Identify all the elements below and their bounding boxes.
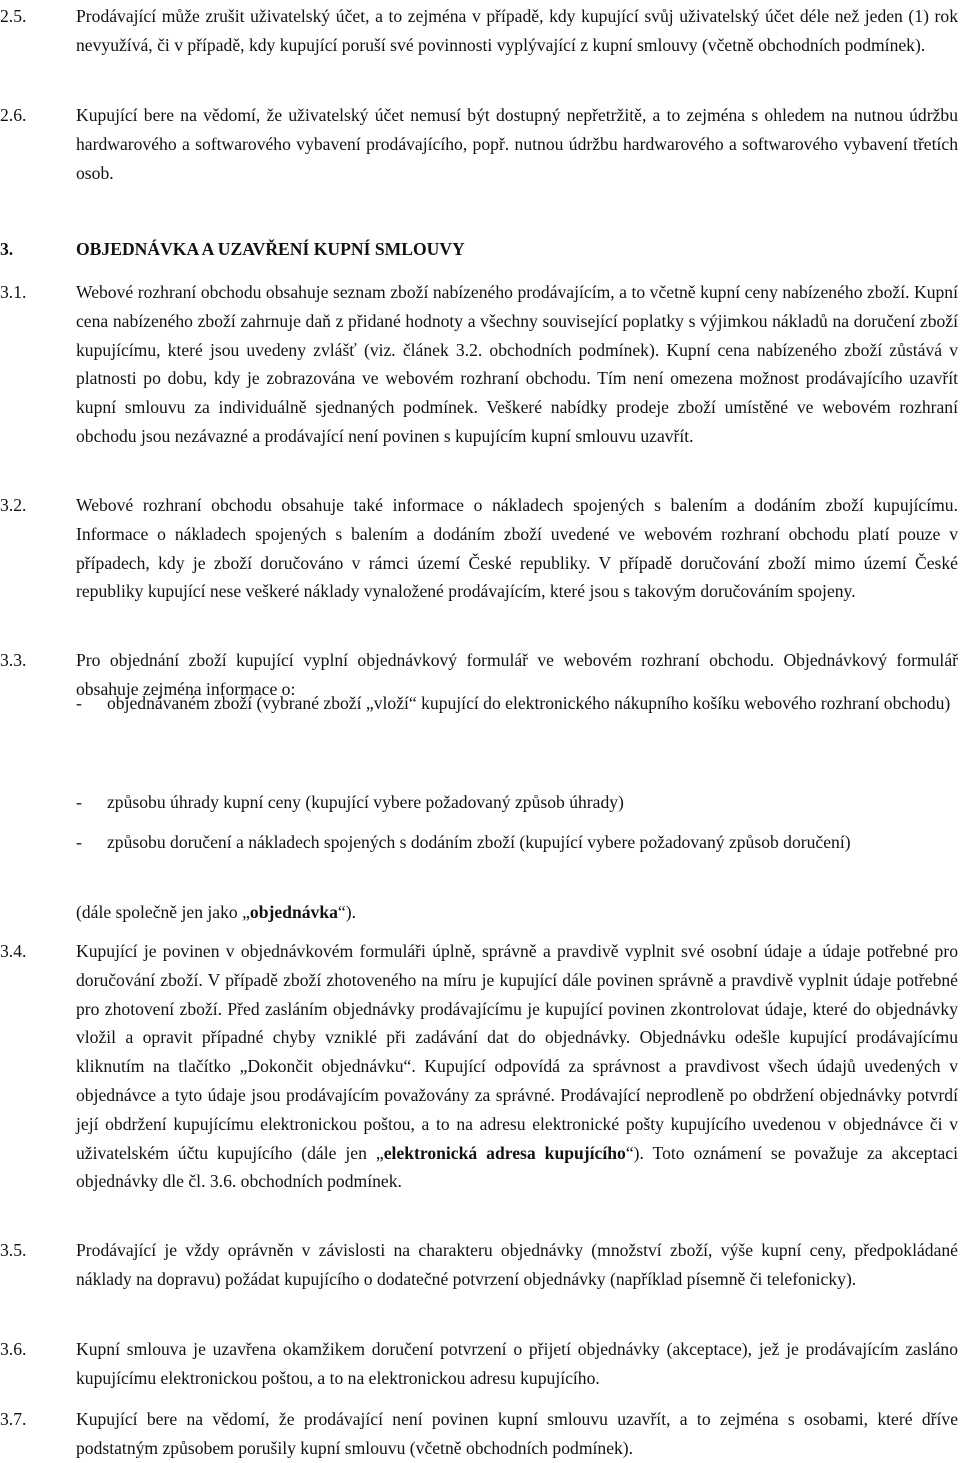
clause-text: Prodávající může zrušit uživatelský účet, a to zejména v případě, kdy kupující svůj uživatelský účet déle než jeden (1) rok nevyužívá, či v případě, kdy kupující poruší své povinnosti vyplývající z kupní smlouvy (včetně obchodních podmínek). [76,6,958,55]
clause-3-6 [0,1335,958,1393]
clause-text: Webové rozhraní obchodu obsahuje také informace o nákladech spojených s balením a dodáním zboží kupujícímu. Informace o nákladech spojených s balením a dodáním zboží uvedené ve webovém rozhraní obchodu platí pouze v případech, kdy je zboží doručováno v rámci území České republiky. V případě doručování zboží mimo území České republiky kupující nese veškeré náklady vynaložené prodávajícím, které jsou s takovým doručováním spojeny. [76,495,958,602]
list-item [76,828,958,857]
defined-term: objednávka [249,902,338,922]
clause-text: Webové rozhraní obchodu obsahuje seznam zboží nabízeného prodávajícím, a to včetně kupní ceny nabízeného zboží. Kupní cena nabízeného zboží zahrnuje daň z přidané hodnoty a všechny související poplatky s výjimkou nákladů na doručení zboží kupujícímu, které jsou uvedeny zvlášť (viz. článek 3.2. obchodních podmínek). Kupní cena nabízeného zboží zůstává v platnosti po dobu, kdy je zobrazována ve webovém rozhraní obchodu. Tím není omezena možnost prodávajícího uzavřít kupní smlouvu za individuálně sjednaných podmínek. Veškeré nabídky prodeje zboží umístěné ve webovém rozhraní obchodu jsou nezávazné a prodávající není povinen s kupujícím kupní smlouvu uzavřít. [76,282,958,446]
list-item-text: objednávaném zboží (vybrané zboží „vloží“ kupující do elektronického nákupního košíku webového rozhraní obchodu) [107,693,951,713]
section-heading-3 [0,235,958,264]
defined-term: elektronická adresa kupujícího [383,1142,626,1163]
clause-number: 3.5. [0,1240,27,1260]
clause-2-6 [0,101,958,187]
clause-text: Kupující bere na vědomí, že prodávající není povinen kupní smlouvu uzavřít, a to zejména s osobami, které dříve podstatným způsobem porušily kupní smlouvu (včetně obchodních podmínek). [76,1409,958,1458]
clause-text: Pro objednání zboží kupující vyplní objednávkový formulář ve webovém rozhraní obchodu. Objednávkový formulář obsahuje zejména informace o: [76,650,958,699]
clause-number: 2.6. [0,105,27,125]
clause-text [76,937,958,1196]
list-item [76,788,958,817]
bullet-dash: - [76,832,82,852]
clause-2-5 [0,2,958,60]
clause-3-4 [0,937,958,1196]
note-text: (dále společně jen jako „ [76,902,250,922]
clause-3-2 [0,491,958,606]
clause-number: 3.6. [0,1339,27,1359]
note-text: “). [337,902,356,922]
clause-number: 2.5. [0,6,27,26]
clause-3-7 [0,1405,958,1463]
clause-number: 3.1. [0,282,27,302]
list-item-text: způsobu úhrady kupní ceny (kupující vybere požadovaný způsob úhrady) [107,792,624,812]
clause-number: 3.7. [0,1409,27,1429]
definition-note [76,898,356,927]
clause-text-part: Kupující je povinen v objednávkovém formuláři úplně, správně a pravdivě vyplnit své osobní údaje a údaje potřebné pro doručování zboží. V případě zboží zhotoveného na míru je kupující dále povinen správně a pravdivě vyplnit údaje potřebné pro zhotovení zboží. Před zasláním objednávky prodávajícímu je kupující povinen zkontrolovat údaje, které do objednávky vložil a opravit případné chyby vzniklé při zadávání dat do objednávky. Objednávku odešle kupující prodávajícímu kliknutím na tlačítko „Dokončit objednávku“. Kupující odpovídá za správnost a pravdivost všech údajů uvedených v objednávce a tyto údaje jsou prodávajícím považovány za správné. Prodávající neprodleně po obdržení objednávky potvrdí její obdržení kupujícímu elektronickou poštou, a to na adresu elektronické pošty kupujícího uvedenou v objednávce či v uživatelském účtu kupujícího (dále jen „ [76,941,958,1163]
clause-number: 3.2. [0,495,27,515]
section-number: 3. [0,239,14,259]
clause-text: Prodávající je vždy oprávněn v závislosti na charakteru objednávky (množství zboží, výše kupní ceny, předpokládané náklady na dopravu) požádat kupujícího o dodatečné potvrzení objednávky (například písemně či telefonicky). [76,1240,958,1289]
clause-number: 3.3. [0,650,27,670]
bullet-dash: - [76,693,82,713]
clause-3-5 [0,1236,958,1294]
list-item [76,689,958,718]
section-title: OBJEDNÁVKA A UZAVŘENÍ KUPNÍ SMLOUVY [76,239,465,259]
bullet-dash: - [76,792,82,812]
list-item-text: způsobu doručení a nákladech spojených s dodáním zboží (kupující vybere požadovaný způsob doručení) [107,832,851,852]
clause-text: Kupní smlouva je uzavřena okamžikem doručení potvrzení o přijetí objednávky (akceptace), jež je prodávajícím zasláno kupujícímu elektronickou poštou, a to na elektronickou adresu kupujícího. [76,1339,958,1388]
clause-3-1 [0,278,958,451]
clause-number: 3.4. [0,941,27,961]
clause-text: Kupující bere na vědomí, že uživatelský účet nemusí být dostupný nepřetržitě, a to zejména s ohledem na nutnou údržbu hardwarového a softwarového vybavení prodávajícího, popř. nutnou údržbu hardwarového a softwarového vybavení třetích osob. [76,105,958,183]
clause-text-part: “). Toto oznámení se považuje za akceptaci objednávky dle čl. 3.6. obchodních podmínek. [76,1142,958,1192]
